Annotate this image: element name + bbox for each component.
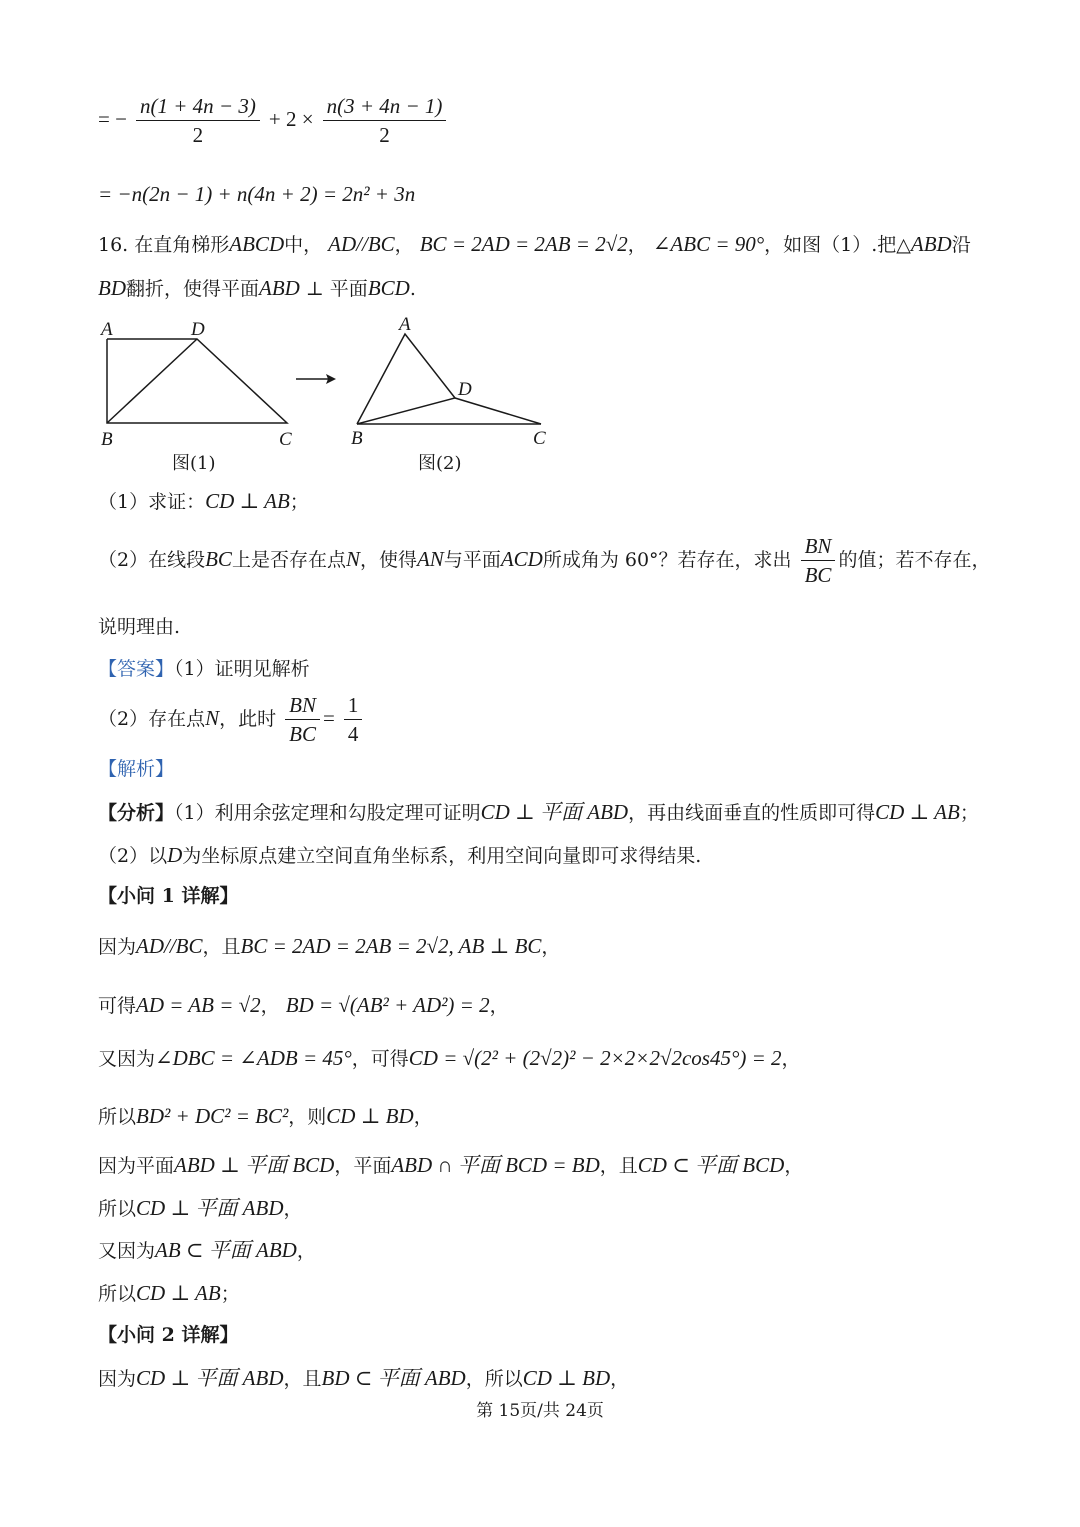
sub1-line-3: 又因为∠DBC = ∠ADB = 45°，可得CD = √(2² + (2√2)² − 2×2×2√2cos45°) = 2， [98, 1046, 801, 1070]
ratio-fraction: $\frac{BN}{BC}$ [801, 536, 836, 586]
fig2-label-b: B [351, 428, 363, 449]
sub1-line-5: 因为平面ABD ⊥ 平面 BCD，平面ABD ∩ 平面 BCD = BD，且CD ⊂ 平面 BCD， [98, 1153, 804, 1177]
analysis-label: 【解析】 [98, 758, 175, 780]
fig1-label-b: B [101, 429, 113, 450]
answer-line-2: （2）存在点N，此时 $\frac{BN}{BC}$ = $\frac{1}{4}$ [98, 695, 365, 745]
fenxi-line-2: （2）以D为坐标原点建立空间直角坐标系，利用空间向量即可求得结果. [98, 843, 702, 867]
sub1-label: 【小问 1 详解】 [98, 885, 239, 907]
fig2-label-c: C [533, 428, 546, 449]
fenxi-line-1: 【分析】（1）利用余弦定理和勾股定理可证明CD ⊥ 平面 ABD，再由线面垂直的性质即可得CD ⊥ AB； [98, 800, 979, 824]
fraction-2: $\frac{n(3 + 4n - 1)}{2}$ [323, 96, 447, 146]
figure-2-caption: 图(2) [418, 453, 462, 474]
sub1-line-4: 所以BD² + DC² = BC²，则CD ⊥ BD， [98, 1104, 433, 1128]
segment-dc [455, 398, 541, 424]
answer-ratio: $\frac{BN}{BC}$ [285, 695, 320, 745]
answer-label: 【答案】 [98, 658, 175, 680]
fraction-1: $\frac{n(1 + 4n - 3)}{2}$ [136, 96, 260, 146]
page-footer: 第 15页/共 24页 [476, 1401, 604, 1421]
equation-line-2: = −n(2n − 1) + n(4n + 2) = 2n² + 3n [98, 182, 416, 206]
trapezoid-outline [107, 339, 287, 423]
fig2-label-a: A [399, 314, 411, 335]
sub1-line-2: 可得AD = AB = √2， BD = √(AB² + AD²) = 2， [98, 993, 509, 1017]
arrow-icon [294, 370, 340, 388]
sub1-line-8: 所以CD ⊥ AB； [98, 1281, 240, 1305]
question-part-1: （1）求证：CD ⊥ AB； [98, 489, 309, 513]
equation-line-1: = − $\frac{n(1 + 4n - 3)}{2}$ + 2 × $\frac{n(3 + 4n - 1)}{2}$ [98, 96, 449, 146]
fig1-label-a: A [101, 319, 113, 340]
problem-statement-line-1: 16. 在直角梯形ABCD中， AD//BC， BC = 2AD = 2AB = 2√2， ∠ABC = 90°，如图（1）.把△ABD沿 [98, 232, 971, 256]
problem-statement-line-2: BD翻折，使得平面ABD ⊥ 平面BCD. [98, 276, 416, 300]
figure-1-trapezoid [95, 315, 305, 450]
question-part-2: （2）在线段BC上是否存在点N，使得AN与平面ACD所成角为 60°？若存在，求出 $\frac{BN}{BC}$ 的值；若不存在， [98, 534, 991, 587]
fig2-label-d: D [458, 379, 472, 400]
figure-2-folded [345, 310, 560, 450]
triangle-abd [357, 334, 455, 424]
question-part-2-line-2: 说明理由. [98, 616, 181, 638]
answer-value: $\frac{1}{4}$ [344, 695, 363, 745]
answer-line-1: 【答案】（1）证明见解析 [98, 658, 310, 680]
sub2-label: 【小问 2 详解】 [98, 1324, 239, 1346]
fig1-label-d: D [191, 319, 205, 340]
sub1-line-6: 所以CD ⊥ 平面 ABD， [98, 1196, 303, 1220]
sub2-line-1: 因为CD ⊥ 平面 ABD，且BD ⊂ 平面 ABD，所以CD ⊥ BD， [98, 1366, 630, 1390]
fig1-label-c: C [279, 429, 292, 450]
sub1-line-7: 又因为AB ⊂ 平面 ABD， [98, 1238, 316, 1262]
figure-1-caption: 图(1) [172, 453, 216, 474]
diagonal-bd [107, 339, 197, 423]
sub1-line-1: 因为AD//BC，且BC = 2AD = 2AB = 2√2, AB ⊥ BC， [98, 934, 561, 958]
